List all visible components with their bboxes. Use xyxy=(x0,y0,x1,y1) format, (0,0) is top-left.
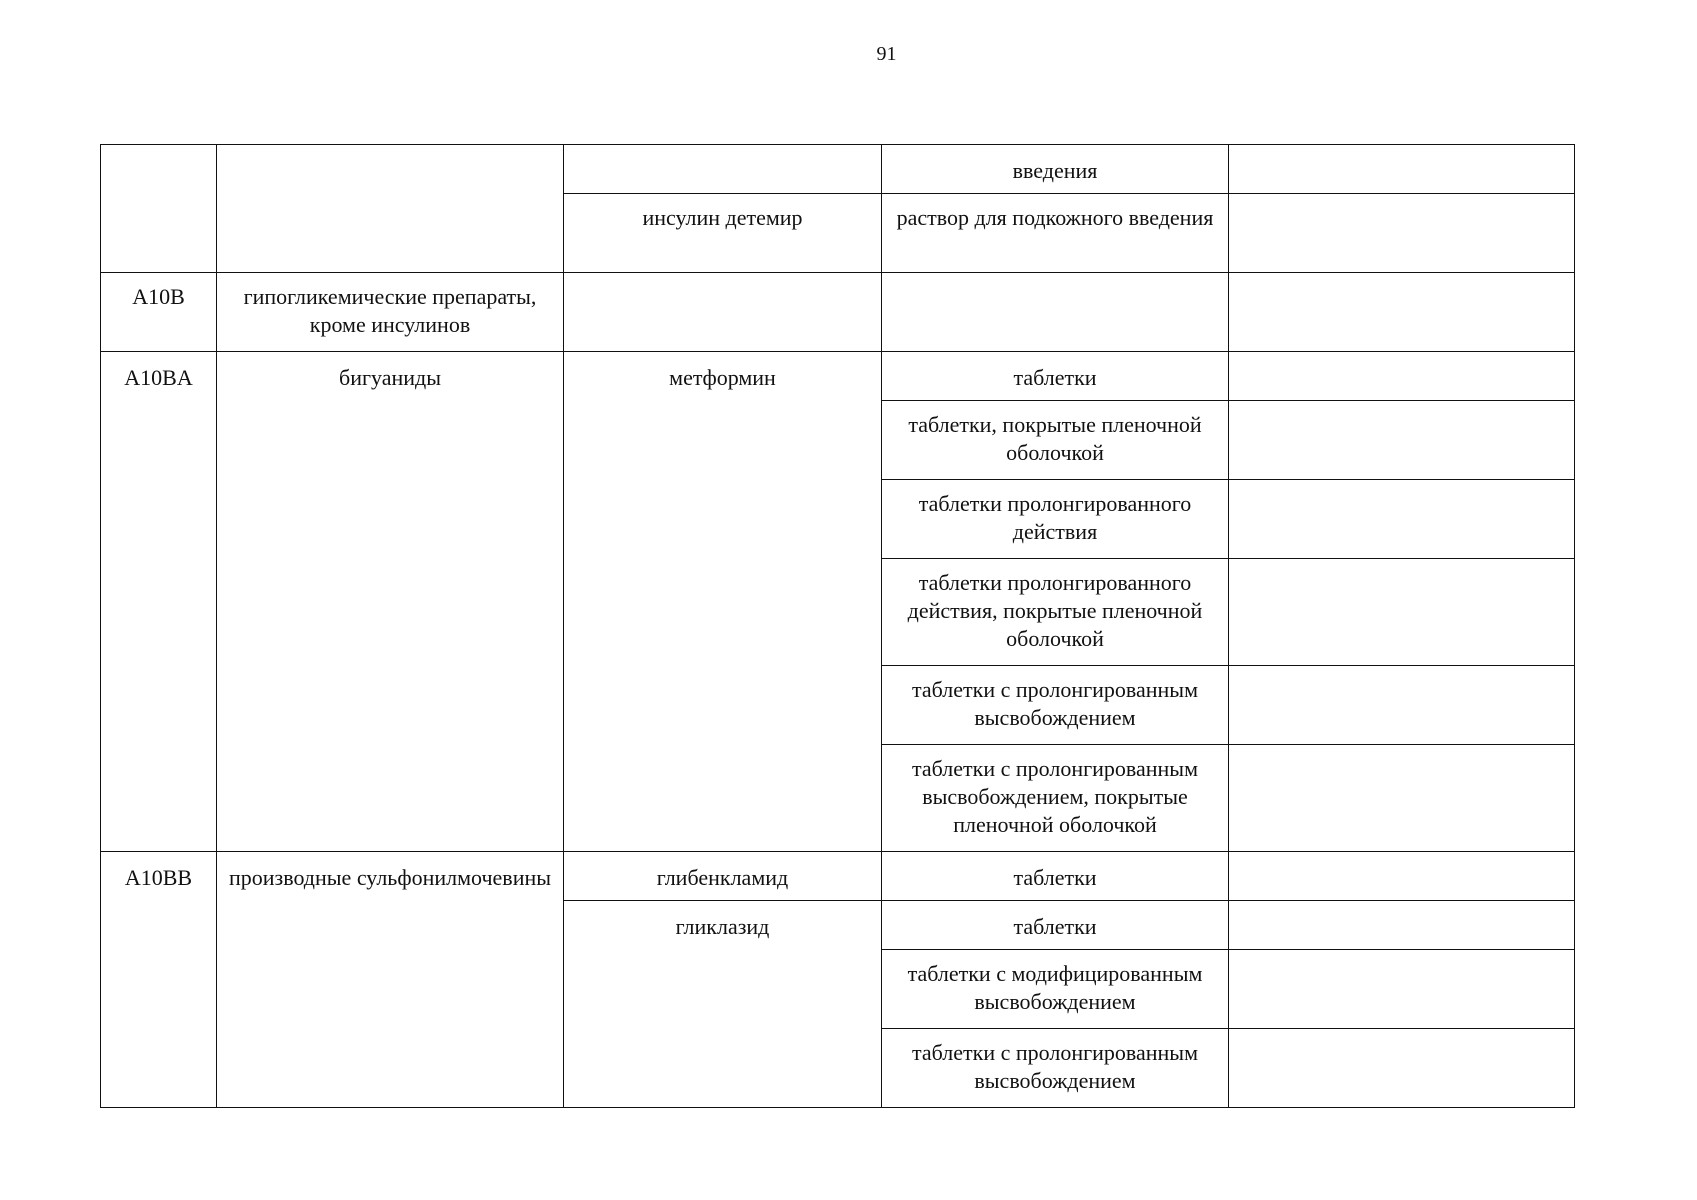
table-row xyxy=(101,852,1575,901)
dosage-form-cell: введения xyxy=(882,145,1229,194)
table-row xyxy=(101,352,1575,401)
dosage-form-cell: таблетки, покрытые пленочной оболочкой xyxy=(882,401,1229,480)
empty-cell xyxy=(1229,401,1575,480)
empty-cell xyxy=(1229,194,1575,273)
dosage-form-cell: таблетки xyxy=(882,901,1229,950)
drug-cell xyxy=(564,145,882,194)
group-cell: бигуаниды xyxy=(217,352,564,852)
atc-code-cell: A10BA xyxy=(101,352,217,852)
dosage-form-cell: таблетки с пролонгированным высвобождением, покрытые пленочной оболочкой xyxy=(882,745,1229,852)
table-row xyxy=(101,145,1575,194)
empty-cell xyxy=(1229,273,1575,352)
group-cell: гипогликемические препараты, кроме инсулинов xyxy=(217,273,564,352)
atc-code-cell: A10BB xyxy=(101,852,217,1108)
group-cell xyxy=(217,145,564,273)
drug-cell: метформин xyxy=(564,352,882,852)
empty-cell xyxy=(1229,950,1575,1029)
atc-code-cell: A10B xyxy=(101,273,217,352)
empty-cell xyxy=(1229,352,1575,401)
atc-code-cell xyxy=(101,145,217,273)
dosage-form-cell: таблетки с пролонгированным высвобождением xyxy=(882,1029,1229,1108)
empty-cell xyxy=(1229,852,1575,901)
dosage-form-cell: раствор для подкожного введения xyxy=(882,194,1229,273)
dosage-form-cell: таблетки xyxy=(882,852,1229,901)
drug-table xyxy=(100,144,1575,1108)
dosage-form-cell: таблетки пролонгированного действия, покрытые пленочной оболочкой xyxy=(882,559,1229,666)
group-cell: производные сульфонилмочевины xyxy=(217,852,564,1108)
dosage-form-cell: таблетки с пролонгированным высвобождением xyxy=(882,666,1229,745)
drug-cell: глибенкламид xyxy=(564,852,882,901)
drug-cell: гликлазид xyxy=(564,901,882,1108)
table-row xyxy=(101,273,1575,352)
empty-cell xyxy=(1229,480,1575,559)
dosage-form-cell: таблетки с модифицированным высвобождением xyxy=(882,950,1229,1029)
dosage-form-cell: таблетки xyxy=(882,352,1229,401)
page-number: 91 xyxy=(876,43,897,65)
empty-cell xyxy=(1229,145,1575,194)
empty-cell xyxy=(1229,901,1575,950)
empty-cell xyxy=(1229,666,1575,745)
empty-cell xyxy=(1229,559,1575,666)
empty-cell xyxy=(1229,1029,1575,1108)
dosage-form-cell: таблетки пролонгированного действия xyxy=(882,480,1229,559)
drug-cell xyxy=(564,273,882,352)
empty-cell xyxy=(1229,745,1575,852)
drug-cell: инсулин детемир xyxy=(564,194,882,273)
dosage-form-cell xyxy=(882,273,1229,352)
